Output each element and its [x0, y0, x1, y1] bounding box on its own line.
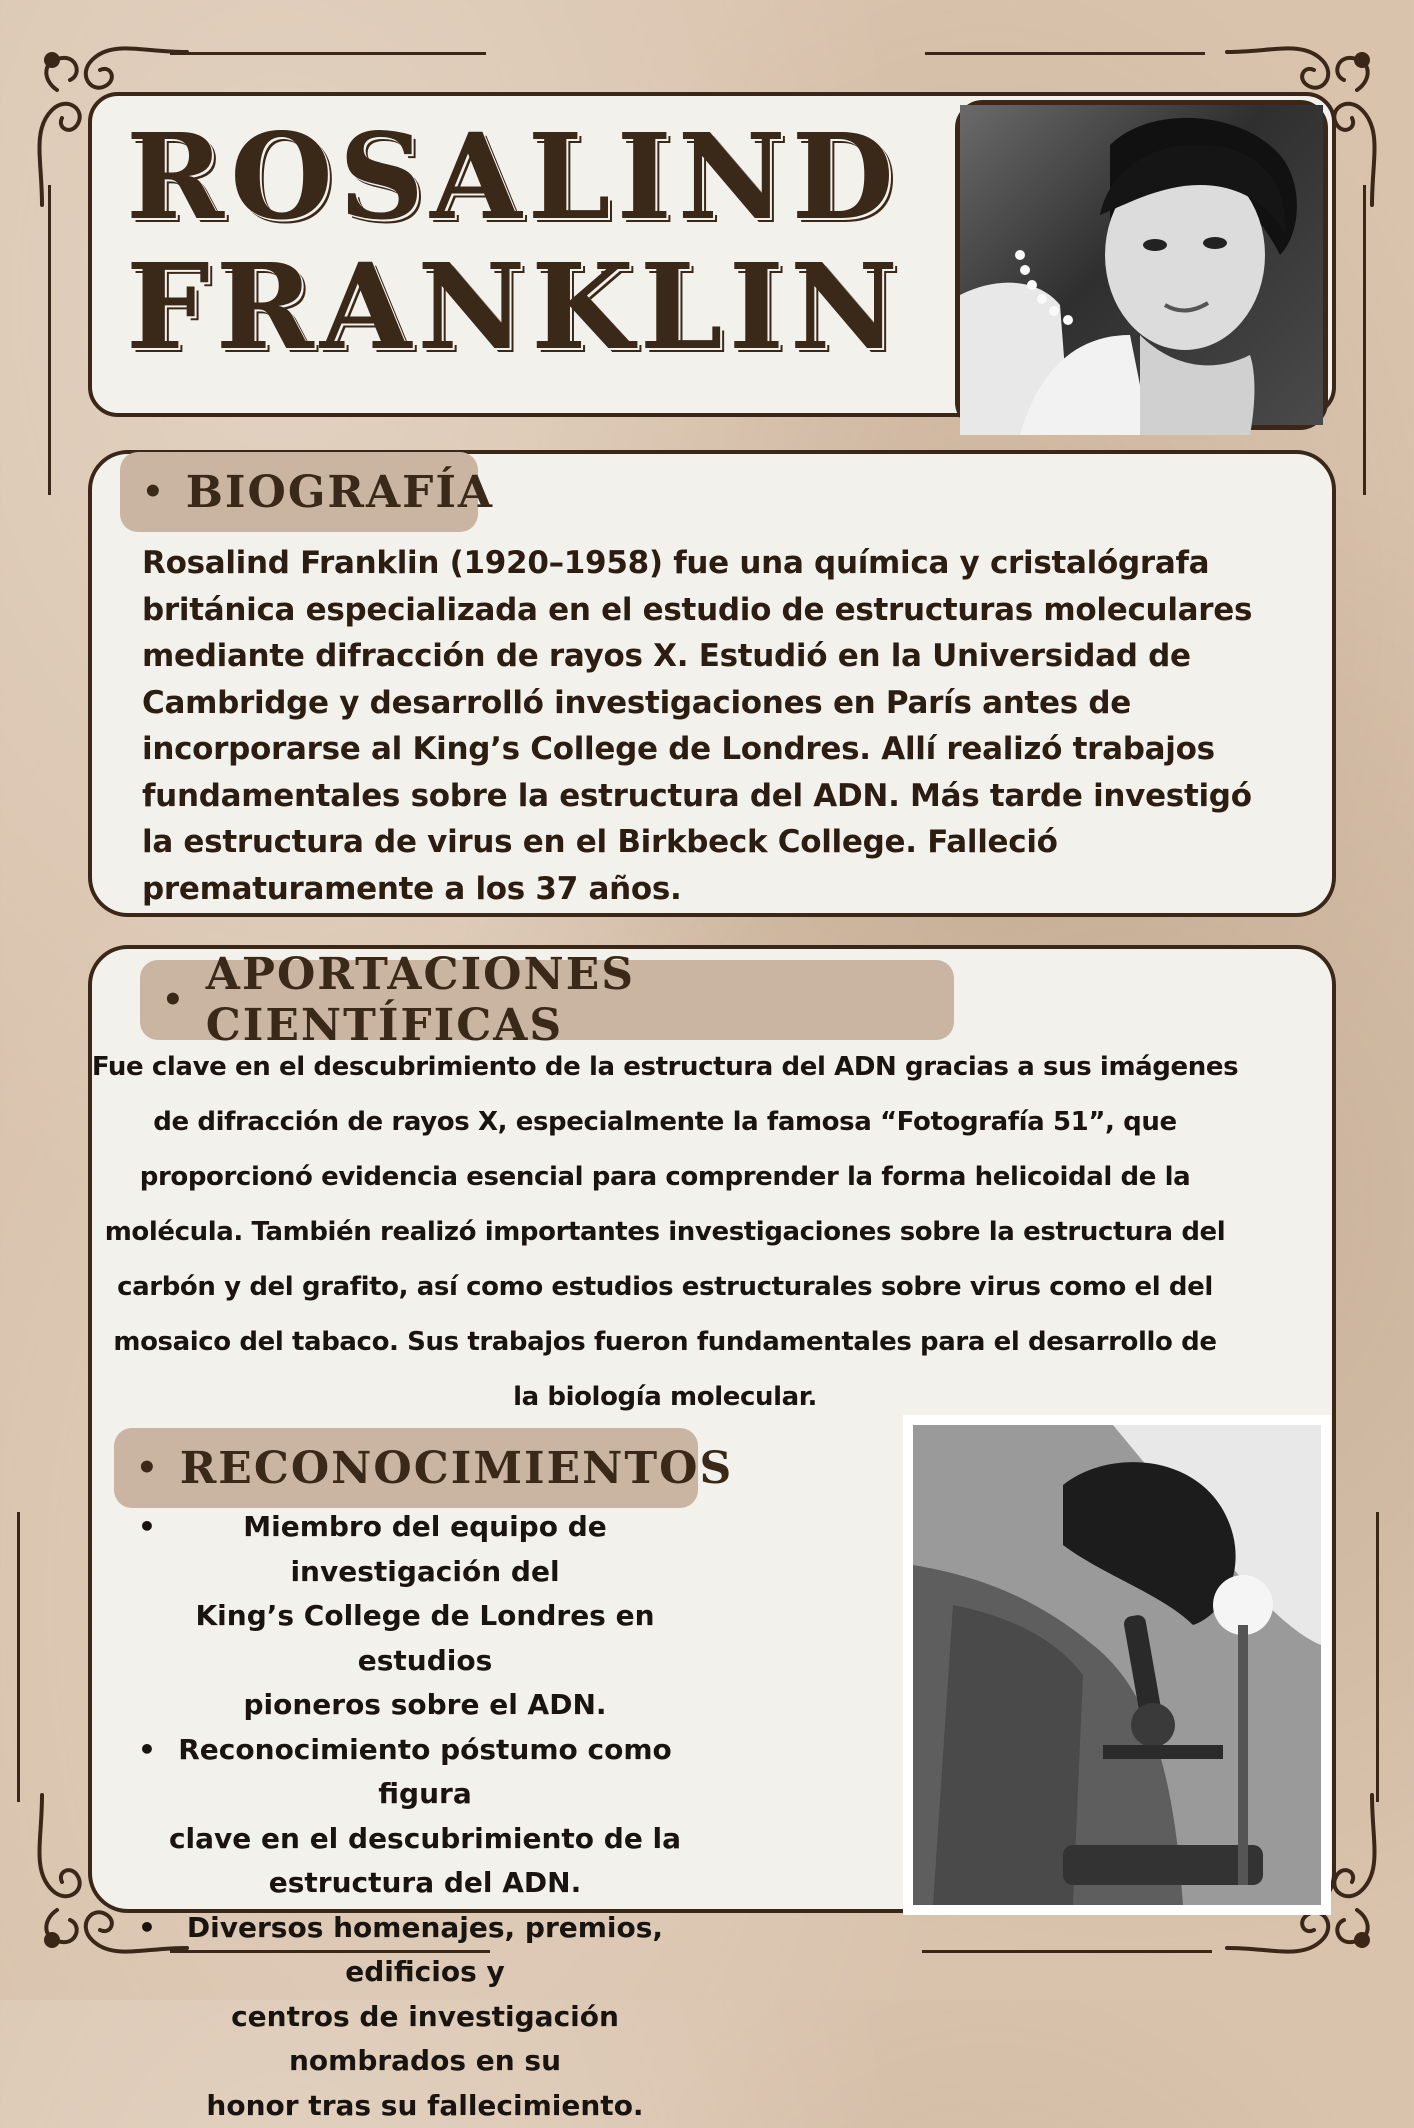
- bio-line: Rosalind Franklin (1920–1958) fue una química y cristalógrafa: [142, 540, 1282, 587]
- aportaciones-body: [90, 1040, 1240, 1425]
- microscope-photo: [903, 1415, 1331, 1915]
- list-item-line: estructura del ADN.: [160, 1861, 690, 1906]
- sci-line: Fue clave en el descubrimiento de la estructura del ADN gracias a sus imágenes: [90, 1040, 1240, 1095]
- list-item-line: centros de investigación nombrados en su: [160, 1995, 690, 2084]
- list-item-line: Miembro del equipo de investigación del: [160, 1505, 690, 1594]
- list-item-line: pioneros sobre el ADN.: [160, 1683, 690, 1728]
- bio-line: fundamentales sobre la estructura del ADN. Más tarde investigó: [142, 773, 1282, 820]
- list-item-line: Diversos homenajes, premios, edificios y: [160, 1906, 690, 1995]
- frame-line-right-bottom: [1376, 1512, 1379, 1802]
- frame-line-top-left: [170, 52, 486, 55]
- list-item: [130, 1906, 690, 2128]
- bio-line: la estructura de virus en el Birkbeck College. Falleció: [142, 819, 1282, 866]
- reconocimientos-list: [130, 1505, 690, 2128]
- portrait-photo: [955, 100, 1328, 430]
- sci-line: molécula. También realizó importantes investigaciones sobre la estructura del: [90, 1205, 1240, 1260]
- list-item: [130, 1505, 690, 1728]
- heading-bullet-icon: •: [162, 980, 186, 1020]
- list-item-line: honor tras su fallecimiento.: [160, 2084, 690, 2128]
- reconocimientos-heading: [114, 1428, 698, 1508]
- bio-line: Cambridge y desarrolló investigaciones en París antes de: [142, 680, 1282, 727]
- sci-line: de difracción de rayos X, especialmente la famosa “Fotografía 51”, que: [90, 1095, 1240, 1150]
- sci-line: carbón y del grafito, así como estudios estructurales sobre virus como el del: [90, 1260, 1240, 1315]
- bio-line: británica especializada en el estudio de estructuras moleculares: [142, 587, 1282, 634]
- page-title: [126, 112, 846, 372]
- reconocimientos-heading-text: RECONOCIMIENTOS: [180, 1443, 734, 1494]
- heading-bullet-icon: •: [142, 472, 166, 512]
- frame-line-bottom-right: [922, 1950, 1212, 1953]
- list-item-line: Reconocimiento póstumo como figura: [160, 1728, 690, 1817]
- sci-line: proporcionó evidencia esencial para comprender la forma helicoidal de la: [90, 1150, 1240, 1205]
- aportaciones-heading: [140, 960, 954, 1040]
- list-item-line: clave en el descubrimiento de la: [160, 1817, 690, 1862]
- heading-bullet-icon: •: [136, 1448, 160, 1488]
- list-bullet-icon: •: [138, 1505, 156, 1550]
- aportaciones-heading-text: APORTACIONES CIENTÍFICAS: [206, 949, 954, 1051]
- list-bullet-icon: •: [138, 1906, 156, 1951]
- bio-line: prematuramente a los 37 años.: [142, 866, 1282, 913]
- frame-line-top-right: [925, 52, 1205, 55]
- sci-line: mosaico del tabaco. Sus trabajos fueron fundamentales para el desarrollo de: [90, 1315, 1240, 1370]
- portrait-figure-icon: [960, 105, 1333, 435]
- frame-line-left-bottom: [17, 1512, 20, 1802]
- scientist-microscope-icon: [913, 1425, 1321, 1905]
- biografia-heading: [120, 452, 478, 532]
- bio-line: incorporarse al King’s College de Londres. Allí realizó trabajos: [142, 726, 1282, 773]
- title-line-2: FRANKLIN: [126, 242, 846, 372]
- frame-line-left-top: [48, 185, 51, 495]
- biografia-body: [142, 540, 1282, 912]
- list-item-line: King’s College de Londres en estudios: [160, 1594, 690, 1683]
- title-line-1: ROSALIND: [126, 112, 846, 242]
- frame-line-right-top: [1363, 185, 1366, 495]
- bio-line: mediante difracción de rayos X. Estudió en la Universidad de: [142, 633, 1282, 680]
- biografia-heading-text: BIOGRAFÍA: [186, 467, 494, 518]
- list-bullet-icon: •: [138, 1728, 156, 1773]
- microscope-photo-inner: [913, 1425, 1321, 1905]
- list-item: [130, 1728, 690, 1906]
- sci-line: la biología molecular.: [90, 1370, 1240, 1425]
